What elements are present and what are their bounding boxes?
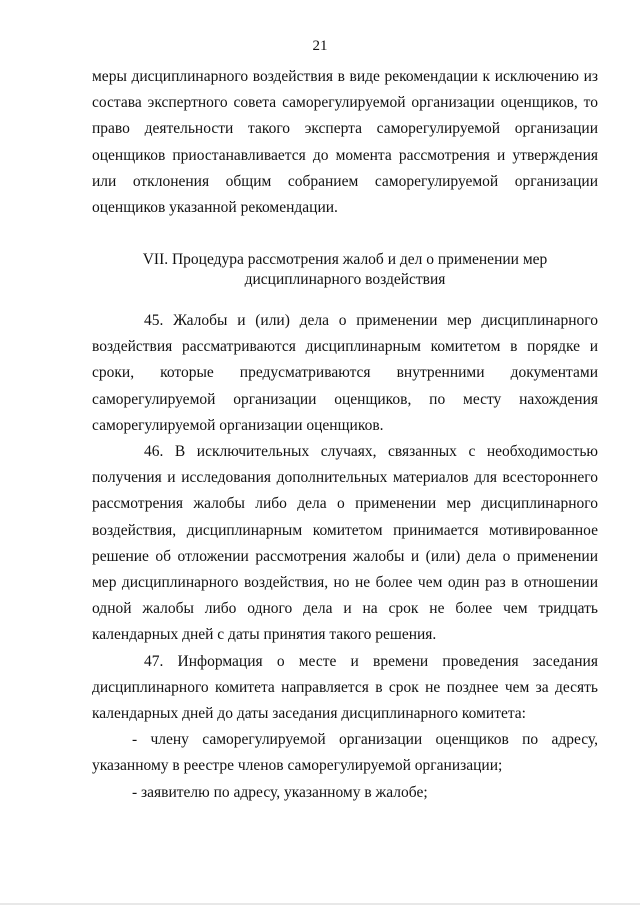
section-heading bbox=[92, 250, 598, 290]
paragraph-46: 46. В исключительных случаях, связанных с необходимостью получения и исследования дополнительных материалов для всестороннего рассмотрения жалобы либо дела о применении мер дисциплинарного воздействия, дисциплинарным комитетом принимается мотивированное решение об отложении рассмотрения жалобы и (или) дела о применении мер дисциплинарного воздействия, но не более чем один раз в отношении одной жалобы либо одного дела и на срок не более чем тридцать календарных дней с даты принятия такого решения. bbox=[92, 443, 598, 644]
paragraph-47: 47. Информация о месте и времени проведения заседания дисциплинарного комитета направляется в срок не позднее чем за десять календарных дней до даты заседания дисциплинарного комитета: bbox=[92, 652, 598, 723]
page-number: 21 bbox=[312, 38, 328, 54]
section-body bbox=[92, 308, 598, 806]
section-heading-line-2: дисциплинарного воздействия bbox=[244, 271, 446, 288]
list-item-member: - члену саморегулируемой организации оценщиков по адресу, указанному в реестре членов саморегулируемой организации; bbox=[92, 731, 598, 775]
continuation-block bbox=[92, 64, 598, 221]
continuation-paragraph: меры дисциплинарного воздействия в виде рекомендации к исключению из состава экспертного совета саморегулируемой организации оценщиков, то право деятельности такого эксперта саморегулируемой организации оценщиков приостанавливается до момента рассмотрения и утверждения или отклонения общим собранием саморегулируемой организации оценщиков указанной рекомендации. bbox=[92, 68, 598, 217]
section-heading-line-1: VII. Процедура рассмотрения жалоб и дел о применении мер bbox=[142, 251, 548, 268]
list-item-applicant: - заявителю по адресу, указанному в жалобе; bbox=[132, 783, 428, 801]
paragraph-45: 45. Жалобы и (или) дела о применении мер дисциплинарного воздействия рассматриваются дисциплинарным комитетом в порядке и сроки, которые предусматриваются внутренними документами саморегулируемой организации оценщиков, по месту нахождения саморегулируемой организации оценщиков. bbox=[92, 312, 598, 434]
